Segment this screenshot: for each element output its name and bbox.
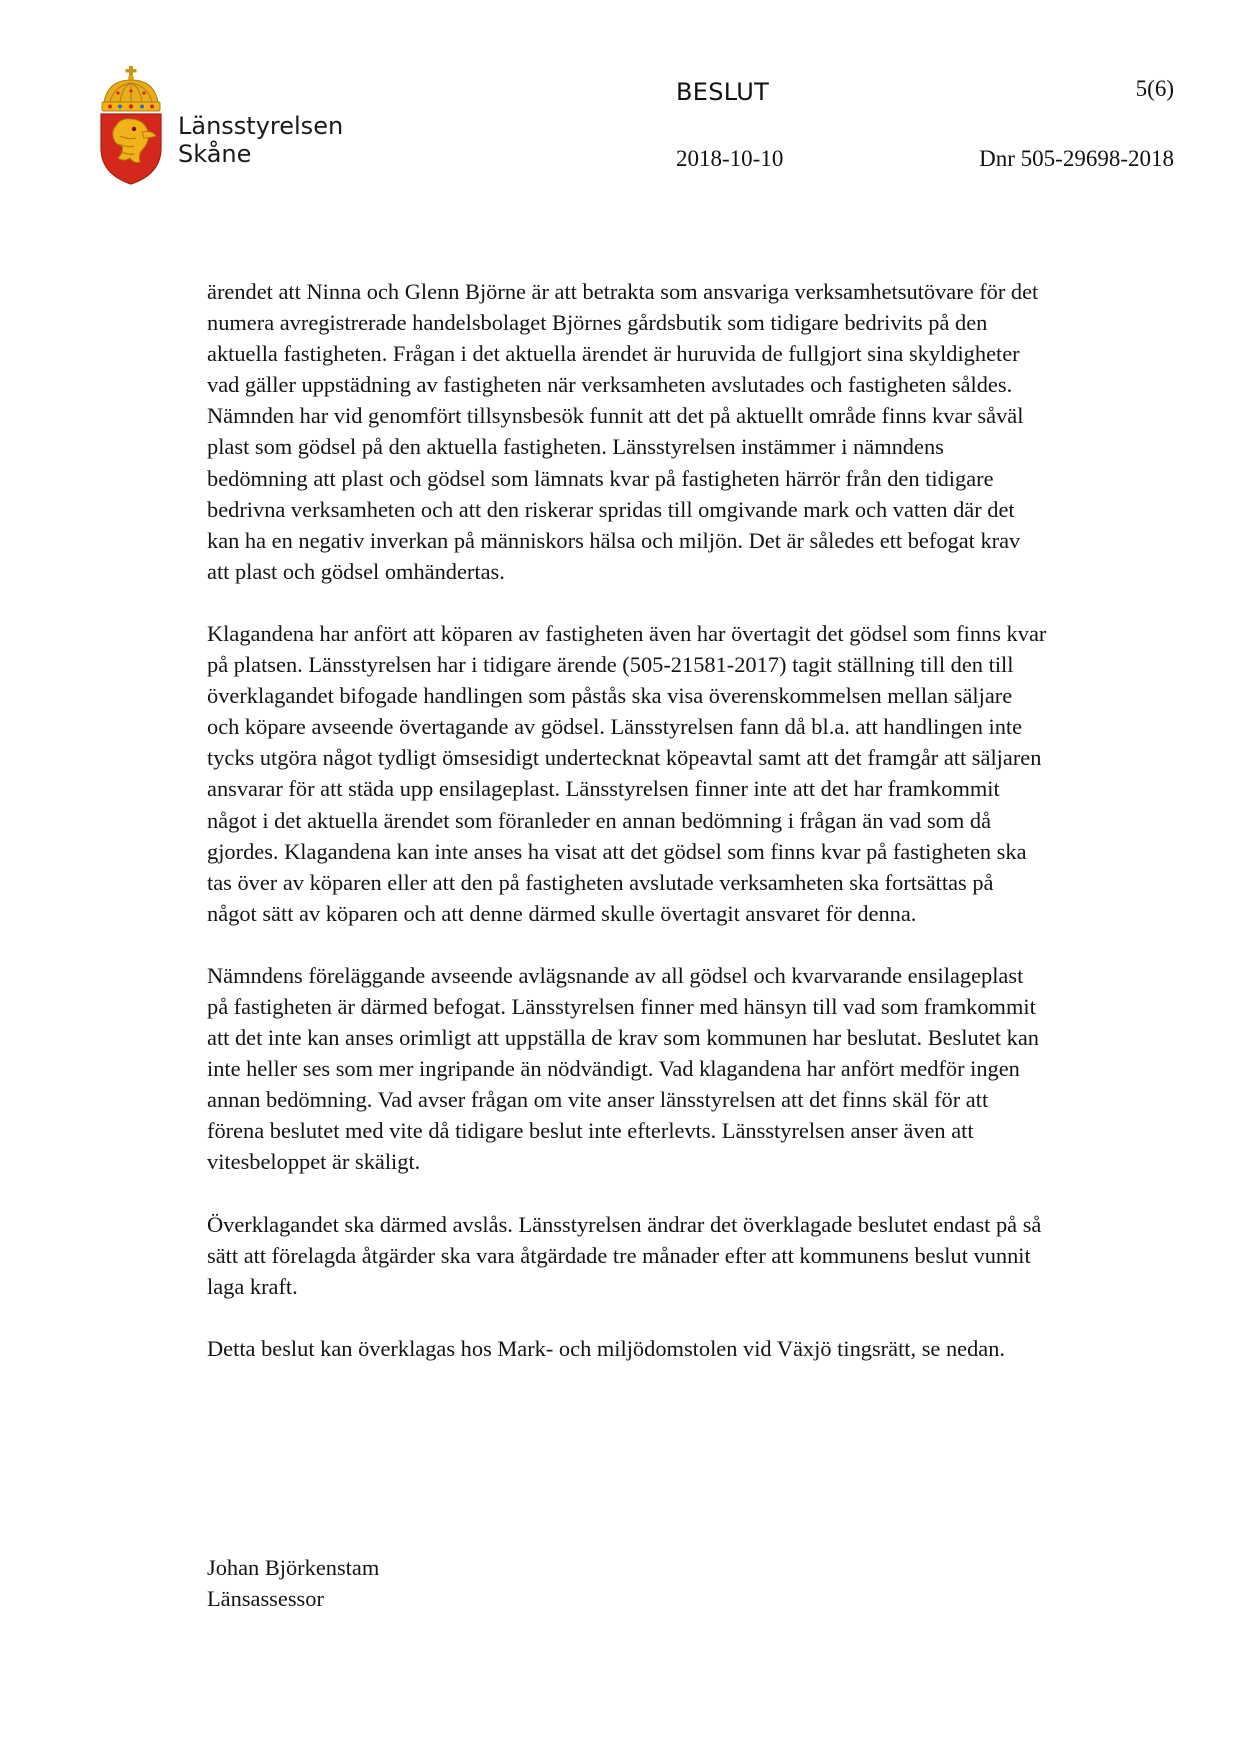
lansstyrelsen-logo <box>98 66 348 186</box>
decision-body <box>207 276 1047 1395</box>
document-date: 2018-10-10 <box>676 146 784 171</box>
paragraph: Detta beslut kan överklagas hos Mark- och miljödomstolen vid Växjö tingsrätt, se nedan. <box>207 1335 1006 1361</box>
document-type: BESLUT <box>676 78 770 106</box>
signature-block <box>207 1552 379 1614</box>
page-number: 5(6) <box>1135 76 1174 101</box>
paragraph: Klagandena har anfört att köparen av fastigheten även har övertagit det gödsel som finns kvar på platsen. Länsstyrelsen har i tidigare ärende (505-21581-2017) tagit ställning till den till överklagandet bifogade handlingen som påstås ska visa överenskommelsen mellan säljare och köpare avseende övertagande av gödsel. Länsstyrelsen fann då bl.a. att handlingen inte tycks utgöra något tydligt ömsesidigt undertecknat köpeavtal samt att det framgår att säljaren ansvarar för att städa upp ensilageplast. Länsstyrelsen finner inte att det har framkommit något i det aktuella ärendet som föranleder en annan bedömning i frågan än vad som då gjordes. Klagandena kan inte anses ha visat att det gödsel som finns kvar på fastigheten ska tas över av köparen eller att den på fastigheten avslutade verksamheten ska fortsättas på något sätt av köparen och att denne därmed skulle övertagit ansvaret för denna. <box>207 620 1047 926</box>
logo-wordmark <box>178 112 343 168</box>
paragraph: Nämndens föreläggande avseende avlägsnande av all gödsel och kvarvarande ensilageplast på fastigheten är därmed befogat. Länsstyrelsen finner med hänsyn till vad som framkommit att det inte kan anses orimligt att uppställa de krav som kommunen har beslutat. Beslutet kan inte heller ses som mer ingripande än nödvändigt. Vad klagandena har anfört medför ingen annan bedömning. Vad avser frågan om vite anser länsstyrelsen att det finns skäl för att förena beslutet med vite då tidigare beslut inte efterlevts. Länsstyrelsen anser även att vitesbeloppet är skäligt. <box>207 962 1039 1175</box>
logo-line-2: Skåne <box>178 140 252 168</box>
skane-coat-of-arms-icon <box>98 66 164 186</box>
signatory-name: Johan Björkenstam <box>207 1555 380 1580</box>
signatory-title: Länsassessor <box>207 1586 324 1611</box>
diary-number: Dnr 505-29698-2018 <box>979 146 1174 171</box>
paragraph: ärendet att Ninna och Glenn Björne är att betrakta som ansvariga verksamhetsutövare för det numera avregistrerade handelsbolaget Björnes gårdsbutik som tidigare bedrivits på den aktuella fastigheten. Frågan i det aktuella ärendet är huruvida de fullgjort sina skyldigheter vad gäller uppstädning av fastigheten när verksamheten avslutades och fastigheten såldes. Nämnden har vid genomfört tillsynsbesök funnit att det på aktuellt område finns kvar såväl plast som gödsel på den aktuella fastigheten. Länsstyrelsen instämmer i nämndens bedömning att plast och gödsel som lämnats kvar på fastigheten härrör från den tidigare bedrivna verksamheten och att den riskerar spridas till omgivande mark och vatten där det kan ha en negativ inverkan på människors hälsa och miljön. Det är således ett befogat krav att plast och gödsel omhändertas. <box>207 279 1039 584</box>
paragraph: Överklagandet ska därmed avslås. Länsstyrelsen ändrar det överklagade beslutet endast på så sätt att förelagda åtgärder ska vara åtgärdade tre månader efter att kommunens beslut vunnit laga kraft. <box>207 1211 1042 1299</box>
logo-line-1: Länsstyrelsen <box>178 112 344 140</box>
